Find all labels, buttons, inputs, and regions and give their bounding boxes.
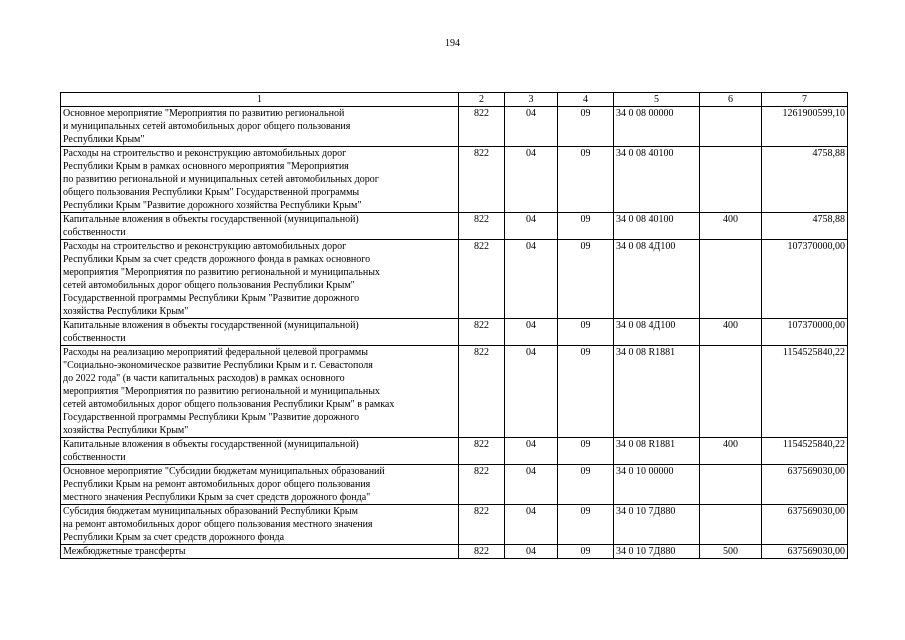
table-row	[61, 438, 848, 465]
table-row	[61, 545, 848, 559]
pr-code-cell: 09	[558, 240, 614, 319]
expense-type-cell	[700, 505, 762, 545]
amount-cell: 107370000,00	[762, 319, 848, 346]
row-name-cell	[61, 240, 459, 319]
row-name-line: хозяйства Республики Крым"	[63, 306, 189, 317]
expense-type-cell: 400	[700, 438, 762, 465]
pr-code-cell: 09	[558, 438, 614, 465]
rz-code-cell: 04	[505, 465, 558, 505]
gr-code-cell: 822	[459, 438, 505, 465]
pr-code-cell: 09	[558, 346, 614, 438]
gr-code-cell: 822	[459, 346, 505, 438]
column-header: 2	[459, 93, 505, 107]
row-name-line: Основное мероприятие "Мероприятия по развитию региональной	[63, 108, 345, 119]
row-name-line: Расходы на реализацию мероприятий федеральной целевой программы	[63, 347, 368, 358]
row-name-line: Субсидия бюджетам муниципальных образований Республики Крым	[63, 506, 358, 517]
row-name-cell	[61, 438, 459, 465]
rz-code-cell: 04	[505, 346, 558, 438]
amount-cell: 637569030,00	[762, 465, 848, 505]
row-name-line: Государственной программы Республики Крым "Развитие дорожного	[63, 412, 360, 423]
row-name-cell	[61, 545, 459, 559]
row-name-cell	[61, 147, 459, 213]
row-name-line: сетей автомобильных дорог общего пользования Республики Крым"	[63, 280, 355, 291]
gr-code-cell: 822	[459, 505, 505, 545]
row-name-line: Республики Крым за счет средств дорожного фонда в рамках основного	[63, 254, 371, 265]
target-article-cell: 34 0 08 R1881	[614, 346, 700, 438]
row-name-line: собственности	[63, 333, 126, 344]
row-name-line: собственности	[63, 452, 126, 463]
target-article-cell: 34 0 08 4Д100	[614, 240, 700, 319]
rz-code-cell: 04	[505, 438, 558, 465]
row-name-line: общего пользования Республики Крым" Государственной программы	[63, 187, 360, 198]
expense-type-cell	[700, 240, 762, 319]
row-name-line: и муниципальных сетей автомобильных дорог общего пользования	[63, 121, 351, 132]
row-name-line: Республики Крым на ремонт автомобильных дорог общего пользования	[63, 479, 371, 490]
rz-code-cell: 04	[505, 107, 558, 147]
row-name-line: Капитальные вложения в объекты государственной (муниципальной)	[63, 214, 359, 225]
budget-table	[60, 92, 848, 559]
table-row	[61, 346, 848, 438]
expense-type-cell: 500	[700, 545, 762, 559]
gr-code-cell: 822	[459, 147, 505, 213]
row-name-line: мероприятия "Мероприятия по развитию региональной и муниципальных	[63, 386, 380, 397]
table-row	[61, 505, 848, 545]
rz-code-cell: 04	[505, 240, 558, 319]
row-name-cell	[61, 346, 459, 438]
row-name-line: Капитальные вложения в объекты государственной (муниципальной)	[63, 439, 359, 450]
row-name-cell	[61, 505, 459, 545]
amount-cell: 4758,88	[762, 147, 848, 213]
row-name-line: "Социально-экономическое развитие Республики Крым и г. Севастополя	[63, 360, 373, 371]
pr-code-cell: 09	[558, 213, 614, 240]
target-article-cell: 34 0 08 R1881	[614, 438, 700, 465]
rz-code-cell: 04	[505, 505, 558, 545]
target-article-cell: 34 0 10 7Д880	[614, 545, 700, 559]
target-article-cell: 34 0 08 00000	[614, 107, 700, 147]
row-name-line: местного значения Республики Крым за счет средств дорожного фонда"	[63, 492, 371, 503]
row-name-cell	[61, 465, 459, 505]
pr-code-cell: 09	[558, 465, 614, 505]
amount-cell: 637569030,00	[762, 545, 848, 559]
pr-code-cell: 09	[558, 505, 614, 545]
row-name-line: Основное мероприятие "Субсидии бюджетам муниципальных образований	[63, 466, 385, 477]
expense-type-cell	[700, 147, 762, 213]
gr-code-cell: 822	[459, 465, 505, 505]
pr-code-cell: 09	[558, 107, 614, 147]
table-row	[61, 465, 848, 505]
row-name-line: по развитию региональной и муниципальных сетей автомобильных дорог	[63, 174, 379, 185]
amount-cell: 107370000,00	[762, 240, 848, 319]
target-article-cell: 34 0 08 40100	[614, 147, 700, 213]
table-header-row	[61, 93, 848, 107]
gr-code-cell: 822	[459, 213, 505, 240]
amount-cell: 1261900599,10	[762, 107, 848, 147]
page-number: 194	[445, 38, 460, 49]
rz-code-cell: 04	[505, 147, 558, 213]
row-name-line: Капитальные вложения в объекты государственной (муниципальной)	[63, 320, 359, 331]
row-name-cell	[61, 213, 459, 240]
row-name-cell	[61, 319, 459, 346]
target-article-cell: 34 0 08 40100	[614, 213, 700, 240]
column-header: 6	[700, 93, 762, 107]
column-header: 7	[762, 93, 848, 107]
column-header: 5	[614, 93, 700, 107]
row-name-line: до 2022 года" (в части капитальных расходов) в рамках основного	[63, 373, 345, 384]
table-body	[61, 107, 848, 559]
column-header: 3	[505, 93, 558, 107]
gr-code-cell: 822	[459, 240, 505, 319]
expense-type-cell: 400	[700, 213, 762, 240]
pr-code-cell: 09	[558, 545, 614, 559]
gr-code-cell: 822	[459, 319, 505, 346]
table-row	[61, 240, 848, 319]
table-row	[61, 147, 848, 213]
target-article-cell: 34 0 10 7Д880	[614, 505, 700, 545]
row-name-line: Государственной программы Республики Крым "Развитие дорожного	[63, 293, 360, 304]
expense-type-cell	[700, 465, 762, 505]
row-name-line: Межбюджетные трансферты	[63, 546, 186, 557]
target-article-cell: 34 0 10 00000	[614, 465, 700, 505]
target-article-cell: 34 0 08 4Д100	[614, 319, 700, 346]
row-name-line: хозяйства Республики Крым"	[63, 425, 189, 436]
expense-type-cell	[700, 346, 762, 438]
row-name-line: мероприятия "Мероприятия по развитию региональной и муниципальных	[63, 267, 380, 278]
amount-cell: 4758,88	[762, 213, 848, 240]
amount-cell: 1154525840,22	[762, 346, 848, 438]
gr-code-cell: 822	[459, 107, 505, 147]
row-name-line: собственности	[63, 227, 126, 238]
row-name-line: Республики Крым в рамках основного мероприятия "Мероприятия	[63, 161, 349, 172]
amount-cell: 637569030,00	[762, 505, 848, 545]
column-header: 4	[558, 93, 614, 107]
rz-code-cell: 04	[505, 319, 558, 346]
pr-code-cell: 09	[558, 319, 614, 346]
pr-code-cell: 09	[558, 147, 614, 213]
row-name-line: Расходы на строительство и реконструкцию автомобильных дорог	[63, 241, 347, 252]
row-name-line: сетей автомобильных дорог общего пользования Республики Крым" в рамках	[63, 399, 395, 410]
expense-type-cell: 400	[700, 319, 762, 346]
row-name-line: Республики Крым "Развитие дорожного хозяйства Республики Крым"	[63, 200, 362, 211]
row-name-line: Республики Крым за счет средств дорожного фонда	[63, 532, 285, 543]
expense-type-cell	[700, 107, 762, 147]
row-name-cell	[61, 107, 459, 147]
column-header: 1	[61, 93, 459, 107]
rz-code-cell: 04	[505, 213, 558, 240]
gr-code-cell: 822	[459, 545, 505, 559]
rz-code-cell: 04	[505, 545, 558, 559]
table-row	[61, 213, 848, 240]
table-row	[61, 319, 848, 346]
row-name-line: Республики Крым"	[63, 134, 145, 145]
row-name-line: на ремонт автомобильных дорог общего пользования местного значения	[63, 519, 373, 530]
amount-cell: 1154525840,22	[762, 438, 848, 465]
table-row	[61, 107, 848, 147]
row-name-line: Расходы на строительство и реконструкцию автомобильных дорог	[63, 148, 347, 159]
